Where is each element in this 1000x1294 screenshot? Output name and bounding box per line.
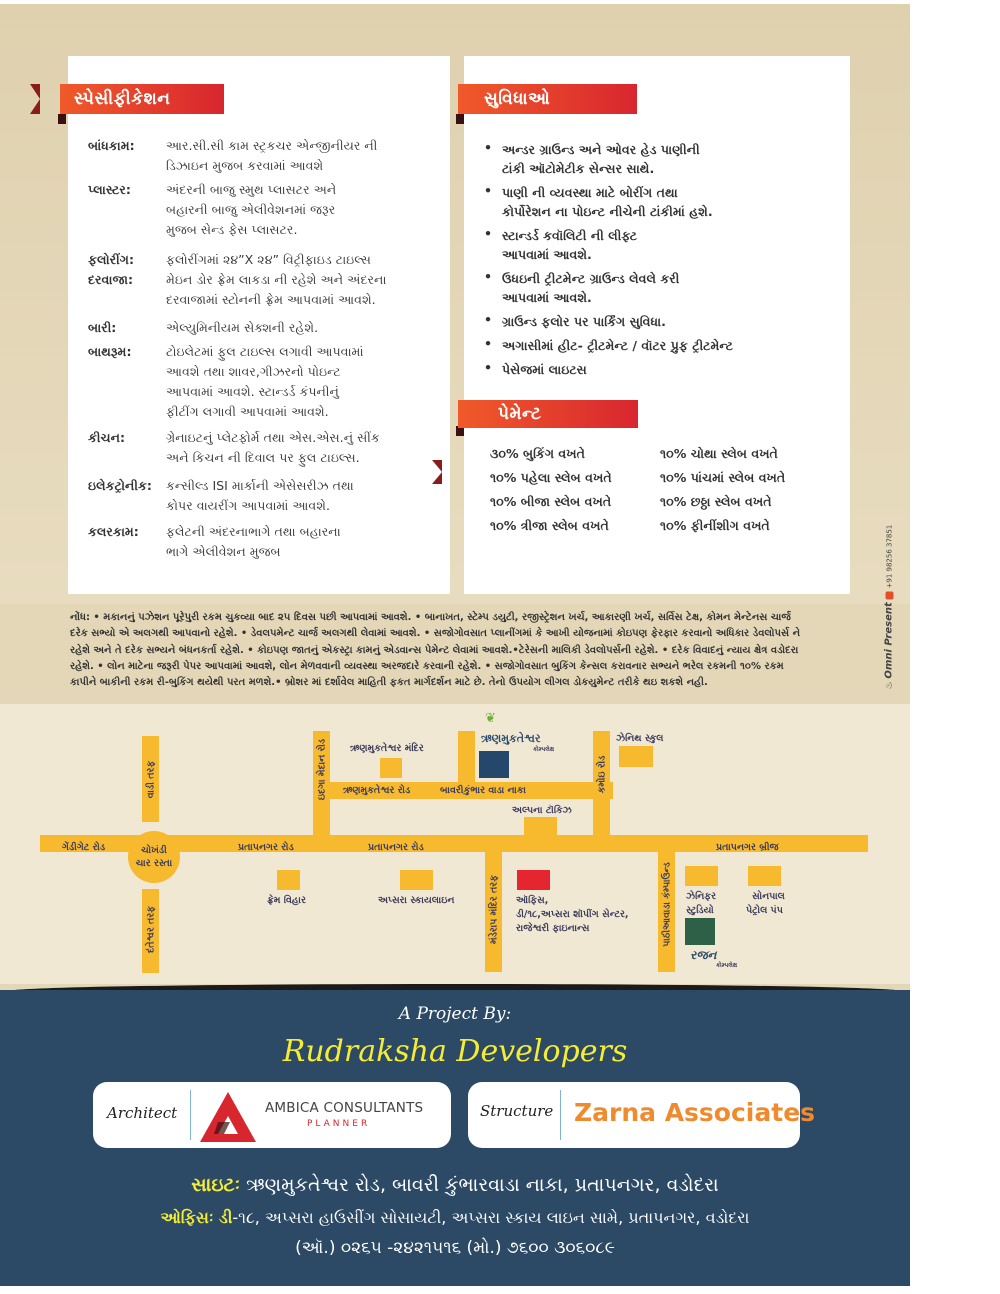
spec-value-line: દરવાજામાં સ્ટોનની ફ્રેમ આપવામાં આવશે. [166, 292, 376, 307]
spec-value-line: એલ્યુમિનીયમ સેક્શની રહેશે. [166, 320, 319, 335]
bullet-icon: • [484, 312, 493, 327]
spec-row [88, 250, 436, 270]
pratapnagar-road-label-2: પ્રતાપનગર રોડ [368, 842, 424, 853]
alpna-talkies-label: અલ્પના ટૉકિઝ [512, 805, 572, 816]
ribbon-tail-icon [432, 460, 442, 484]
spec-value-line: ફીટીંગ લગાવી આપવામાં આવશે. [166, 404, 329, 419]
runmukteshwar-road-label: ઋણમુકતેશ્વર રોડ [343, 785, 411, 796]
spec-value-line: કન્સીલ્ડ ISI માર્કાની એસેસરીઝ તથા [166, 478, 354, 493]
payment-item: ૧૦% પહેલા સ્લેબ વખતે [490, 470, 612, 485]
specification-panel [68, 56, 450, 594]
alpna-talkies-marker [524, 817, 557, 837]
spec-value [166, 180, 436, 240]
architect-name: AMBICA CONSULTANTS [265, 1100, 424, 1116]
payment-item: ૧૦% બીજા સ્લેબ વખતે [490, 494, 612, 509]
bullet-icon: • [484, 336, 493, 351]
spec-value-line: મેઇન ડોર ફ્રેમ લાકડા ની રહેશે અને અંદરના [166, 272, 387, 287]
payment-item: ૧૦% ચોથા સ્લેબ વખતે [660, 446, 778, 461]
architect-sub: PLANNER [307, 1119, 371, 1129]
project-site-marker [479, 751, 509, 778]
office-label-1: ઑફિસ, [516, 895, 549, 906]
danteshwar-road-label: દંતેશ્વર તરફ [145, 905, 157, 954]
amenity-item [484, 312, 844, 331]
spec-row [88, 136, 436, 176]
card-divider [190, 1090, 191, 1140]
pratapnagar-road-label-1: પ્રતાપનગર રોડ [238, 842, 294, 853]
runmukteshwar-mandir-label: ઋણમુકતેશ્વર મંદિર [350, 743, 424, 754]
phone-icon [885, 591, 893, 599]
spec-value-line: આર.સી.સી કામ સ્ટ્રકચર એન્જીનીયર ની [166, 138, 378, 153]
project-sub-label: કોમ્પલેક્ષ [533, 746, 555, 753]
site-address: ઋણમુકતેશ્વર રોડ, બાવરી કુંભારવાડા નાકા, પ્રતાપનગર, વડોદરા [246, 1174, 719, 1196]
bullet-icon: • [484, 360, 493, 375]
bullet-icon: • [484, 269, 493, 284]
spec-label: બારી: [88, 320, 117, 335]
spec-value [166, 476, 436, 516]
zenifer-label-1: ઝેનિફર [686, 891, 716, 902]
payment-item: ૧૦% ફીનીંશીગ વખતે [660, 518, 770, 533]
wadi-road-label: વાડી તરફ [145, 760, 157, 799]
structure-label: Structure [480, 1102, 554, 1120]
amenity-line: અન્ડર ગ્રાઉન્ડ અને ઓવર હેડ પાણીની [502, 142, 700, 157]
structure-card [468, 1082, 816, 1148]
zenifer-studio-marker [685, 866, 718, 886]
note-line: નોંધ: • મકાનનું પઝેશન પૂરેપુરી રકમ ચુકવ્યા બાદ ૨૫ દિવસ પછી આપવામાં આવશે. • બાનાખત, સ્ટેમ્પ ડયુટી, રજીસ્ટ્રેશન ખર્ચ, આકારણી ખર્ચ, સર્વિસ ટેક્ષ, કોમન મેન્ટેનસ ચાર્જ [70, 612, 791, 623]
sonpal-label-1: સોનપાલ [752, 891, 785, 902]
office-label-2: ડી/૧૮,અપ્સરા શૉપીંગ સેન્ટર, [516, 909, 629, 920]
amenity-item [484, 336, 844, 355]
designer-logo-icon: ♨ [884, 678, 895, 690]
spec-value-line: આપવામાં આવશે. સ્ટાન્ડર્ડ કંપનીનું [166, 384, 339, 399]
spec-value-line: ડિઝાઇન મુજબ કરવામાં આવશે [166, 158, 324, 173]
spec-value-line: ટોઇલેટમાં ફુલ ટાઇલ્સ લગાવી આપવામાં [166, 344, 364, 359]
designer-brand: Omni Present [883, 602, 895, 679]
architect-card [93, 1082, 451, 1148]
payment-schedule [490, 444, 840, 536]
ribbon-tail-icon [30, 84, 40, 114]
spec-value [166, 428, 436, 468]
spec-value-line: કોપર વાયરીંગ આપવામાં આવશે. [166, 498, 330, 513]
amenities-panel [464, 56, 850, 594]
zenith-school-marker [619, 746, 653, 767]
amenity-line: પેસેજમાં લાઇટસ [502, 362, 587, 377]
project-lane [458, 731, 475, 791]
spec-label: કીચન: [88, 430, 125, 445]
designer-phone: +91 98256 37851 [885, 524, 894, 589]
spec-row [88, 270, 436, 310]
spec-label: પ્લાસ્ટર: [88, 182, 131, 197]
rajan-label: રજન [690, 948, 717, 962]
sonpal-label-2: પેટ્રોલ પંપ [746, 905, 783, 916]
spec-label: બાથરૂમ: [88, 344, 132, 359]
developer-name: Rudraksha Developers [282, 1034, 628, 1069]
office-address: -૧૮, અપ્સરા હાઉસીંગ સોસાયટી, અપ્સરા સ્કાય લાઇન સામે, પ્રતાપનગર, વડોદરા [232, 1208, 750, 1227]
designer-credit [874, 524, 895, 694]
amenity-line: પાણી ની વ્યવસ્થા માટે બોરીંગ તથા [502, 185, 678, 200]
ambica-logo-icon [200, 1092, 256, 1142]
spec-value-line: આવશે તથા શાવર,ગીઝરનો પોઇન્ટ [166, 364, 341, 379]
kamoi-road-label: કમોઇ રોડ [596, 755, 608, 794]
zenith-school-label: ઝેનિથ સ્કુલ [616, 733, 664, 744]
phone-line: (ઑ.) ૦૨૬૫ -૨૪૨૧૫૧૬ (મો.) ૭૬૦૦ ૩૦૬૦૮૯ [295, 1238, 615, 1258]
spec-label: બાંધકામ: [88, 138, 135, 153]
office-marker [517, 870, 550, 890]
architect-label: Architect [107, 1104, 178, 1122]
notes-block [70, 610, 860, 691]
spec-label: દરવાજા: [88, 272, 134, 287]
spec-value-line: ફલોરીંગમાં ૨૪”X ૨૪” વિટ્રીફાઇડ ટાઇલ્સ [166, 252, 372, 267]
site-address-line [0, 1174, 910, 1196]
payment-title: પેમેન્ટ [458, 400, 638, 428]
site-label: સાઇટઃ [191, 1174, 241, 1196]
spec-value-line: બહારની બાજુ એલીવેશનમાં જરૂર [166, 202, 336, 217]
spec-value-line: ભાગે એલીવેશન મુજબ [166, 544, 281, 559]
bavri-road-label: બાવરીકુંભાર વાડા નાકા [440, 785, 526, 796]
bullet-icon: • [484, 140, 493, 155]
pathiwada-road-label: પાઠીઆવાડા કંમ્પાઉન્ડ [661, 862, 673, 947]
amenity-line: ઉધઇની ટ્રીટમેન્ટ ગ્રાઉન્ડ લેવલે કરી [502, 271, 680, 286]
frame-vihar-label: ફ્રેમ વિહાર [267, 895, 306, 906]
amenity-item [484, 360, 844, 379]
office-label: ઓફિસઃ ડી [160, 1208, 233, 1227]
payment-item: ૧૦% છઠ્ઠા સ્લેબ વખતે [660, 494, 772, 509]
note-line: રહેશે અને તે દરેક સભ્યને બંધનકર્તા રહેશે. • કોઇપણ જાતનું એકસ્ટ્રા કામનું એડવાન્સ પેમેન્ટ લેવામાં આવશે.•ટેરેસની માલિકી ડેવલોપર્સની રહેશે. • દરેક વિવાદનું ન્યાય ક્ષેત્ર વડોદરા [70, 644, 799, 656]
amenity-line: કોર્પોરેશન ના પોઇન્ટ નીચેની ટાંકીમાં હશે. [502, 204, 713, 219]
amenity-line: આપવામાં આવશે. [502, 290, 592, 305]
spec-value [166, 270, 436, 310]
spec-row [88, 318, 436, 338]
rajan-complex-marker [685, 918, 715, 945]
bullet-icon: • [484, 226, 493, 241]
ribbon-fold-icon [456, 114, 464, 124]
spec-row [88, 522, 436, 562]
spec-label: ફલોરીંગ: [88, 252, 135, 267]
spec-row [88, 342, 436, 422]
bullet-icon: • [484, 183, 493, 198]
payment-item: ૧૦% ત્રીજા સ્લેબ વખતે [490, 518, 609, 533]
office-label-3: રાજેશ્વરી ફાઇનાન્સ [516, 923, 590, 934]
spec-row [88, 180, 436, 240]
runmukteshwar-mandir-marker [380, 758, 402, 778]
idga-medan-road-label: ઇદગા મેદાન રોડ [316, 738, 328, 801]
card-divider [560, 1090, 561, 1140]
zenifer-label-2: સ્ટુડિયો [686, 905, 714, 916]
chokhandi-label: ચોખંડી [141, 845, 167, 856]
payment-item: ૩૦% બુકિંગ વખતે [490, 446, 585, 461]
spec-value-line: ગ્રેનાઇટનું પ્લેટફોર્મ તથા એસ.એસ.નું સીંક [166, 430, 380, 445]
payment-item: ૧૦% પાંચમાં સ્લેબ વખતે [660, 470, 786, 485]
spec-value [166, 318, 436, 338]
frame-vihar-marker [277, 870, 300, 890]
spec-value-line: અંદરની બાજુ સ્મુથ પ્લાસટર અને [166, 182, 337, 197]
office-address-line [0, 1208, 910, 1228]
ribbon-fold-icon [58, 114, 66, 124]
spec-value-line: ફલેટની અંદરનાભાગે તથા બહારના [166, 524, 341, 539]
note-line: રહેશે. • લોન માટેના જરૂરી પેપર આપવામાં આવશે, લોન મેળવવાની વ્યવસ્થા અરજદારે કરવાની રહેશે. • સજોગોવસાત બુકિંગ કેન્સલ કરાવનાર સભ્યને ભરેલ રકમની ૧૦% રકમ [70, 660, 784, 672]
amenity-line: અગાસીમાં હીટ- ટ્રીટમેન્ટ / વૉટર પ્રુફ ટ્રીટમેન્ટ [502, 338, 734, 353]
sonpal-pump-marker [748, 866, 781, 886]
spec-value [166, 522, 436, 562]
spec-label: કલરકામ: [88, 524, 139, 539]
gendigate-road-label: ગેંડીગેટ રોડ [62, 842, 106, 853]
spec-value [166, 136, 436, 176]
amenities-title: સુવિધાઓ [458, 84, 637, 114]
apsara-skyline-marker [400, 870, 433, 890]
amenity-item [484, 269, 844, 307]
structure-name: Zarna Associates [574, 1098, 816, 1127]
amenity-line: ટાંકી ઑટોમેટીક સેન્સર સાથે. [502, 161, 655, 176]
spec-row [88, 476, 436, 516]
project-by-label: A Project By: [398, 1004, 512, 1024]
specification-title: સ્પેસીફીકેશન [60, 84, 224, 114]
mandirap-road-label: મંડેરાપ મંદિર તરફ [488, 875, 500, 945]
amenity-item [484, 140, 844, 178]
spec-label: ઇલેકટ્રોનીક: [88, 478, 152, 493]
spec-value-line: અને કિચન ની દિવાલ પર ફુલ ટાઇલ્સ. [166, 450, 360, 465]
chokhandi-circle [128, 831, 180, 883]
note-line: દરેક સભ્યો એ અલગથી આપવાનો રહેશે. • ડેવલપમેન્ટ ચાર્જ અલગથી લેવામાં આવશે. • સજોગોવસાત પ્લાનીંગમાં કે આખી યોજનામાં કોઇપણ ફેરફાર કરવાનો અધિકાર ડેવલોપર્સ ને [70, 628, 801, 640]
amenity-line: ગ્રાઉન્ડ ફલોર પર પાર્કિંગ સુવિધા. [502, 314, 666, 329]
spec-value-line: મુજબ સેન્ડ ફેસ પ્લાસટર. [166, 222, 298, 237]
amenity-item [484, 226, 844, 264]
amenities-list [484, 140, 844, 384]
project-name-label: ઋણમુકતેશ્વર [481, 732, 541, 745]
amenity-line: આપવામાં આવશે. [502, 247, 592, 262]
apsara-skyline-label: અપ્સરા સ્કાયલાઇન [378, 895, 455, 906]
note-line: કાપીને બાકીની રકમ રી-બુકિંગ થયેથી પરત મળશે.• બ્રોશર માં દર્શાવેલ માહિતી ફકત માર્ગદર્શન માટે છે. તેનો ઉપયોગ લીગલ ડોકયુમેન્ટ તરીકે થઇ શકશે નહી. [70, 677, 708, 689]
spec-value [166, 250, 436, 270]
leaf-logo-icon: ❦ [485, 711, 496, 726]
rajan-sub-label: કોમ્પલેક્ષ [716, 962, 738, 969]
pratapnagar-bridge-label: પ્રતાપનગર બ્રીજ [716, 842, 779, 853]
char-rasta-label: ચાર રસ્તા [135, 858, 173, 869]
amenity-item [484, 183, 844, 221]
amenity-line: સ્ટાન્ડર્ડ કવૉલિટી ની લીફ્ટ [502, 228, 638, 243]
spec-row [88, 428, 436, 468]
spec-value [166, 342, 436, 422]
brochure-page [0, 4, 910, 1286]
